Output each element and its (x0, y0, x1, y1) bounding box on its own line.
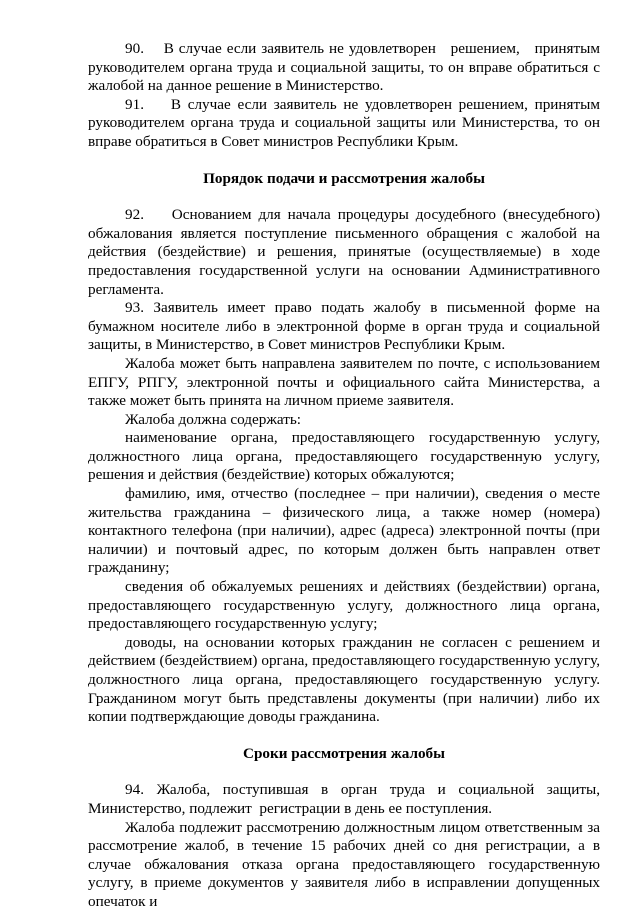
paragraph-submission-channels: Жалоба может быть направлена заявителем по почте, с использованием ЕПГУ, РПГУ, электронной почты и официального сайта Министерства, а также может быть принята на личном приеме заявителя. (88, 354, 600, 410)
paragraph-90: 90. В случае если заявитель не удовлетворен решением, принятым руководителем органа труда и социальной защиты, то он вправе обратиться с жалобой на данное решение в Министерство. (88, 40, 600, 95)
section-heading-review-terms: Сроки рассмотрения жалобы (242, 744, 446, 762)
paragraph-complaint-contents: Жалоба должна содержать: (125, 410, 301, 428)
document-page (88, 40, 600, 912)
paragraph-item-appealed-decisions: сведения об обжалуемых решениях и действиях (бездействии) органа, предоставляющего государственную услугу, должностного лица органа, предоставляющего государственную услугу; (88, 578, 600, 633)
paragraph-review-deadline: Жалоба подлежит рассмотрению должностным лицом ответственным за рассмотрение жалоб, в течение 15 рабочих дней со дня регистрации, а в случае обжалования отказа органа предоставляющего государственную услугу, в приеме документов у заявителя либо в исправлении допущенных опечаток и (88, 818, 600, 910)
section-heading-complaint-procedure: Порядок подачи и рассмотрения жалобы (203, 169, 485, 187)
spacer (88, 763, 600, 781)
spacer (88, 727, 600, 745)
paragraph-92: 92. Основанием для начала процедуры досудебного (внесудебного) обжалования является поступление письменного обращения с жалобой на действия (бездействие) и решения, принятые (осуществляемые) в ходе предоставления государственной услуги на основании Административного регламента. (88, 206, 600, 298)
paragraph-item-arguments: доводы, на основании которых гражданин не согласен с решением и действием (бездействием) органа, предоставляющего государственную услугу, должностного лица органа, предоставляющего государственную услугу. Гражданином могут быть представлены документы (при наличии) либо их копии подтверждающие доводы гражданина. (88, 633, 600, 726)
paragraph-item-citizen-details: фамилию, имя, отчество (последнее – при наличии), сведения о месте жительства гражданина – физического лица, а также номер (номера) контактного телефона (при наличии), адрес (адреса) электронной почты (при наличии) и почтовый адрес, по которым должен быть направлен ответ гражданину; (88, 485, 600, 577)
paragraph-item-authority-name: наименование органа, предоставляющего государственную услугу, должностного лица органа, предоставляющего государственную услугу, решения и действия (бездействие) которых обжалуются; (88, 429, 600, 484)
paragraph-91: 91. В случае если заявитель не удовлетворен решением, принятым руководителем органа труда и социальной защиты или Министерства, то он вправе обратиться в Совет министров Республики Крым. (88, 95, 600, 150)
spacer (88, 152, 600, 170)
spacer (88, 188, 600, 206)
paragraph-93: 93. Заявитель имеет право подать жалобу в письменной форме на бумажном носителе либо в электронной форме в орган труда и социальной защиты, в Министерство, в Совет министров Республики Крым. (88, 299, 600, 354)
paragraph-94: 94. Жалоба, поступившая в орган труда и социальной защиты, Министерство, подлежит регистрации в день ее поступления. (88, 781, 600, 817)
